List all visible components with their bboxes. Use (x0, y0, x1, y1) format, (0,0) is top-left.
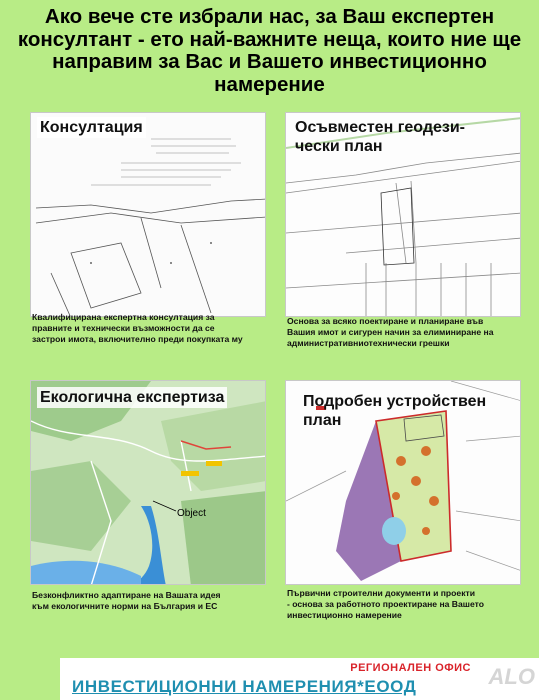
regional-office-label: РЕГИОНАЛЕН ОФИС (350, 662, 471, 674)
alo-watermark-logo: ALO (488, 664, 535, 689)
page-heading: Ако вече сте избрали нас, за Ваш експертен консултант - ето най-важните неща, които ние ще направим за Вас и Вашето инвестиционно намерение (17, 5, 522, 96)
card-title-ecology: Екологична експертиза (37, 387, 227, 408)
company-name-link[interactable]: ИНВЕСТИЦИОННИ НАМЕРЕНИЯ*ЕООД (72, 677, 417, 696)
card-detailed-plan (285, 380, 521, 585)
ecology-map-image (31, 381, 266, 585)
card-description-detailed-plan: Първични строителни документи и проекти - основа за работното проектиране на Вашето инвестиционно намерение (287, 588, 484, 620)
map-object-label: Object (177, 508, 206, 519)
card-title-geodetic: Осъвместен геодези- чески план (295, 119, 465, 155)
card-title-detailed-plan: Подробен устройствен план (303, 393, 487, 429)
card-description-ecology: Безконфликтно адаптиране на Вашата идея към екологичните норми на България и ЕС (32, 590, 221, 611)
card-title-consultation: Консултация (37, 117, 146, 138)
footer (60, 658, 539, 700)
consultation-document-image (31, 113, 266, 317)
card-consultation (30, 112, 266, 317)
card-description-geodetic: Основа за всяко поектиране и планиране във Вашия имот и сигурен начин за елиминиране на административниотехнически грешки (287, 316, 494, 348)
card-geodetic (285, 112, 521, 317)
card-ecology (30, 380, 266, 585)
card-description-consultation: Квалифицирана експертна консултация за правните и технически възможности да се застрои имота, включително преди покупката му (32, 312, 243, 344)
